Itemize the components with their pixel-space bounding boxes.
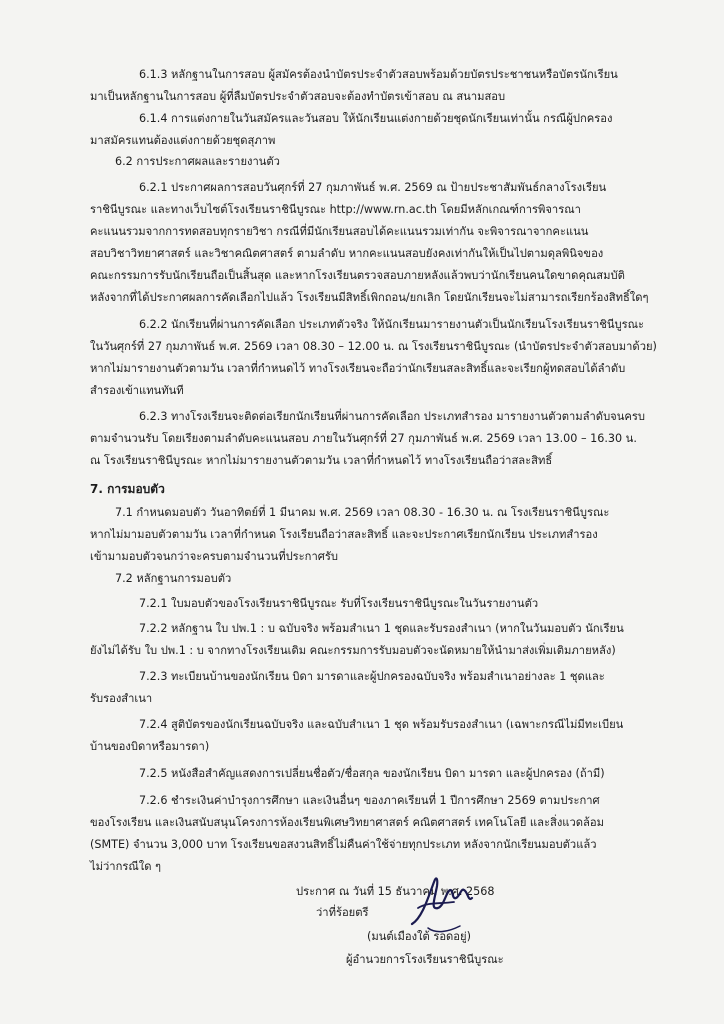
para-6-2-2-line-4: สำรองเข้าแทนทันที	[90, 384, 184, 397]
para-6-1-4-line-2: มาสมัครแทนต้องแต่งกายด้วยชุดสุภาพ	[90, 134, 276, 147]
para-7-2-6-line-4: ไม่ว่ากรณีใด ๆ	[90, 860, 162, 873]
para-6-2-1-line-1: 6.2.1 ประกาศผลการสอบวันศุกร์ที่ 27 กุมภาพันธ์ พ.ศ. 2569 ณ ป้ายประชาสัมพันธ์กลางโรงเรียน	[139, 181, 607, 194]
para-7-2-2-line-1: 7.2.2 หลักฐาน ใบ ปพ.1 : บ ฉบับจริง พร้อมสำเนา 1 ชุดและรับรองสำเนา (หากในวันมอบตัว นักเรียน	[139, 622, 624, 635]
para-7-2-3-line-2: รับรองสำเนา	[90, 692, 153, 705]
para-7-2-5: 7.2.5 หนังสือสำคัญแสดงการเปลี่ยนชื่อตัว/ชื่อสกุล ของนักเรียน บิดา มารดา และผู้ปกครอง (ถ้ามี)	[139, 767, 605, 780]
para-6-2-3-line-3: ณ โรงเรียนราชินีบูรณะ หากไม่มารายงานตัวตามวัน เวลาที่กำหนดไว้ ทางโรงเรียนถือว่าสละสิทธิ์	[90, 454, 553, 467]
para-7-2-6-line-1: 7.2.6 ชำระเงินค่าบำรุงการศึกษา และเงินอื่นๆ ของภาคเรียนที่ 1 ปีการศึกษา 2569 ตามประกาศ	[139, 794, 600, 807]
para-6-2-1-line-6: หลังจากที่ได้ประกาศผลการคัดเลือกไปแล้ว โรงเรียนมีสิทธิ์เพิกถอน/ยกเลิก โดยนักเรียนจะไม่สามารถเรียกร้องสิทธิ์ใดๆ	[90, 291, 649, 304]
para-6-2-2-line-1: 6.2.2 นักเรียนที่ผ่านการคัดเลือก ประเภทตัวจริง ให้นักเรียนมารายงานตัวเป็นนักเรียนโรงเรียนราชินีบูรณะ	[139, 318, 645, 331]
para-6-2-1-line-5: คณะกรรมการรับนักเรียนถือเป็นสิ้นสุด และหากโรงเรียนตรวจสอบภายหลังแล้วพบว่านักเรียนคนใดขาดคุณสมบัติ	[90, 269, 625, 282]
section-6-2-heading: 6.2 การประกาศผลและรายงานตัว	[115, 155, 280, 168]
signer-name: (มนต์เมืองใต้ รอดอยู่)	[367, 930, 471, 943]
para-7-2-6-line-2: ของโรงเรียน และเงินสนับสนุนโครงการห้องเรียนพิเศษวิทยาศาสตร์ คณิตศาสตร์ เทคโนโลยี และสิ่งแวดล้อม	[90, 816, 605, 829]
para-7-1-line-1: 7.1 กำหนดมอบตัว วันอาทิตย์ที่ 1 มีนาคม พ.ศ. 2569 เวลา 08.30 - 16.30 น. ณ โรงเรียนราชินีบูรณะ	[115, 506, 610, 519]
para-6-2-2-line-2: ในวันศุกร์ที่ 27 กุมภาพันธ์ พ.ศ. 2569 เวลา 08.30 – 12.00 น. ณ โรงเรียนราชินีบูรณะ (นำบัตรประจำตัวสอบมาด้วย)	[90, 340, 657, 353]
para-6-2-1-line-3: คะแนนรวมจากการทดสอบทุกรายวิชา กรณีที่มีนักเรียนสอบได้คะแนนรวมเท่ากัน จะพิจารณาจากคะแนน	[90, 225, 589, 238]
para-6-2-1-line-2: ราชินีบูรณะ และทางเว็บไซต์โรงเรียนราชินีบูรณะ http://www.rn.ac.th โดยมีหลักเกณฑ์การพิจารณา	[90, 203, 581, 216]
section-7-2-heading: 7.2 หลักฐานการมอบตัว	[115, 572, 232, 585]
para-7-2-4-line-1: 7.2.4 สูติบัตรของนักเรียนฉบับจริง และฉบับสำเนา 1 ชุด พร้อมรับรองสำเนา (เฉพาะกรณีไม่มีทะเบียน	[139, 718, 624, 731]
para-7-1-line-2: หากไม่มามอบตัวตามวัน เวลาที่กำหนด โรงเรียนถือว่าสละสิทธิ์ และจะประกาศเรียกนักเรียน ประเภทสำรอง	[90, 528, 598, 541]
para-6-2-2-line-3: หากไม่มารายงานตัวตามวัน เวลาที่กำหนดไว้ ทางโรงเรียนจะถือว่านักเรียนสละสิทธิ์และจะเรียกผู้ทดสอบได้ลำดับ	[90, 362, 626, 375]
para-6-2-1-line-4: สอบวิชาวิทยาศาสตร์ และวิชาคณิตศาสตร์ ตามลำดับ หากคะแนนสอบยังคงเท่ากันให้เป็นไปตามดุลพินิจของ	[90, 247, 604, 260]
section-7-heading: 7. การมอบตัว	[90, 482, 165, 496]
para-6-2-3-line-1: 6.2.3 ทางโรงเรียนจะติดต่อเรียกนักเรียนที่ผ่านการคัดเลือก ประเภทสำรอง มารายงานตัวตามลำดับจนครบ	[139, 410, 645, 423]
announcement-date: ประกาศ ณ วันที่ 15 ธันวาคม พ.ศ. 2568	[296, 885, 495, 898]
signer-title: ผู้อำนวยการโรงเรียนราชินีบูรณะ	[346, 953, 504, 966]
para-6-1-3-line-1: 6.1.3 หลักฐานในการสอบ ผู้สมัครต้องนำบัตรประจำตัวสอบพร้อมด้วยบัตรประชาชนหรือบัตรนักเรียน	[139, 68, 618, 81]
para-7-2-2-line-2: ยังไม่ได้รับ ใบ ปพ.1 : บ จากทางโรงเรียนเดิม คณะกรรมการรับมอบตัวจะนัดหมายให้นำมาส่งเพิ่มเติมภายหลัง)	[90, 644, 616, 657]
para-7-2-1: 7.2.1 ใบมอบตัวของโรงเรียนราชินีบูรณะ รับที่โรงเรียนราชินีบูรณะในวันรายงานตัว	[139, 597, 539, 610]
para-6-1-3-line-2: มาเป็นหลักฐานในการสอบ ผู้ที่ลืมบัตรประจำตัวสอบจะต้องทำบัตรเข้าสอบ ณ สนามสอบ	[90, 90, 506, 103]
signer-rank: ว่าที่ร้อยตรี	[316, 906, 369, 919]
para-7-2-3-line-1: 7.2.3 ทะเบียนบ้านของนักเรียน บิดา มารดาและผู้ปกครองฉบับจริง พร้อมสำเนาอย่างละ 1 ชุดและ	[139, 670, 605, 683]
para-7-2-6-line-3: (SMTE) จำนวน 3,000 บาท โรงเรียนขอสงวนสิทธิ์ไม่คืนค่าใช้จ่ายทุกประเภท หลังจากนักเรียนมอบตัวแล้ว	[90, 838, 597, 851]
para-7-2-4-line-2: บ้านของบิดาหรือมารดา)	[90, 740, 210, 753]
signature-scribble	[408, 868, 478, 938]
para-6-1-4-line-1: 6.1.4 การแต่งกายในวันสมัครและวันสอบ ให้นักเรียนแต่งกายด้วยชุดนักเรียนเท่านั้น กรณีผู้ปกครอง	[139, 112, 613, 125]
para-7-1-line-3: เข้ามามอบตัวจนกว่าจะครบตามจำนวนที่ประกาศรับ	[90, 550, 338, 563]
para-6-2-3-line-2: ตามจำนวนรับ โดยเรียงตามลำดับคะแนนสอบ ภายในวันศุกร์ที่ 27 กุมภาพันธ์ พ.ศ. 2569 เวลา 13.00 – 16.30 น.	[90, 432, 637, 445]
